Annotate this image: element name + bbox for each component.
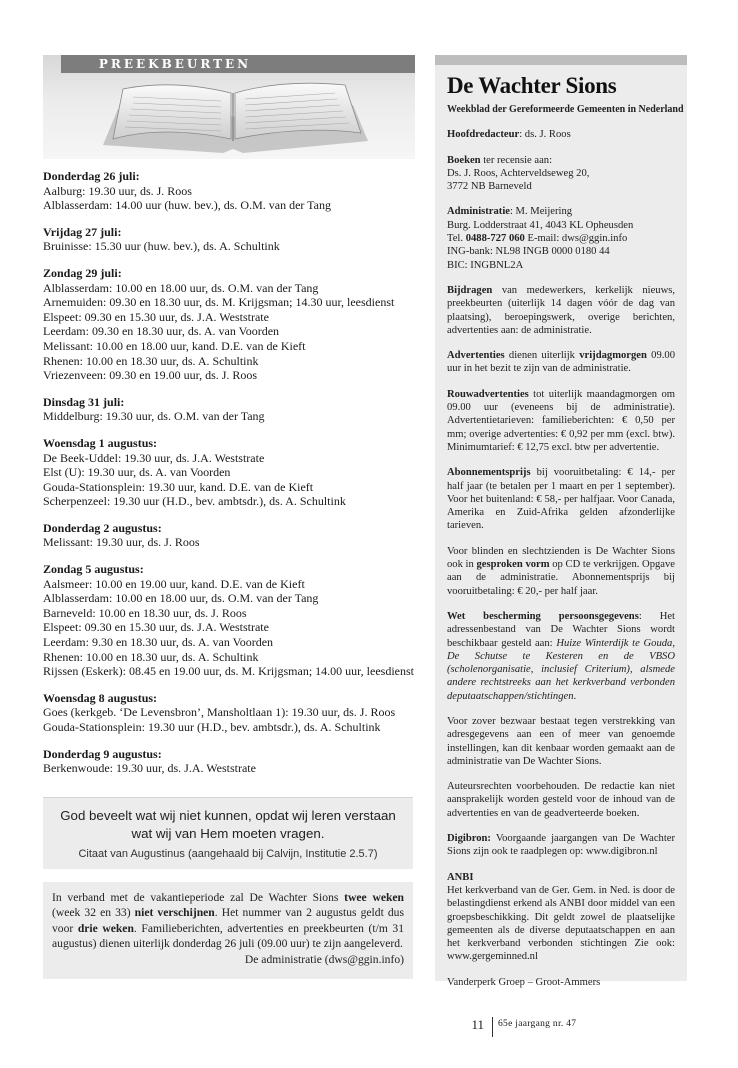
service-entry: Melissant: 19.30 uur, ds. J. Roos [43,535,200,550]
quote-source: Citaat van Augustinus (aangehaald bij Calvijn, Institutie 2.5.7) [78,848,378,860]
service-entry: Arnemuiden: 09.30 en 18.30 uur, ds. M. Krijgsman; 14.30 uur, leesdienst [43,295,395,310]
mourning-ads-info: Rouwadvertenties tot uiterlijk maandagmorgen om 09.00 uur (eveneens bij de administratie). Advertentietarieven: familieberichten: € 0,50 per mm; overige advertenties: € 0,92 per mm (excl. btw). Minimumtarief: € 12,75 excl. btw per advertentie. [447,388,675,453]
service-day [43,521,415,550]
administration-info: Administratie: M. Meijering Burg. Lodderstraat 41, 4043 KL Opheusden Tel. 0488-727 060 E-mail: dws@ggin.info ING-bank: NL98 INGB 0000 0180 44 BIC: INGBNL2A [447,206,634,271]
service-entry: Leerdam: 9.30 en 18.30 uur, ds. A. van Voorden [43,635,274,650]
service-list [43,169,415,776]
colophon-topbar [435,55,687,65]
service-entry: Rhenen: 10.00 en 18.30 uur, ds. A. Schultink [43,649,259,664]
service-entry: Goes (kerkgeb. ‘De Levensbron’, Mansholtlaan 1): 19.30 uur, ds. J. Roos [43,705,396,720]
service-entry: Vriezenveen: 09.30 en 19.00 uur, ds. J. Roos [43,368,258,383]
service-day-title: Donderdag 9 augustus: [43,746,162,761]
service-entry: Gouda-Stationsplein: 19.30 uur (H.D., bev. ambtsdr.), ds. A. Schultink [43,720,381,734]
issue-label: 65e jaargang nr. 47 [498,1019,577,1029]
privacy-info: Wet bescherming persoonsgegevens: Het adressenbestand van De Wachter Sions wordt beschikbaar gesteld aan: Huize Winterdijk te Gouda, De Schutse te Kesteren en de VBSO (scholenorganisatie, inclusief Criterium), alsmede andere rechtstreeks aan het kerkverband verbonden deputaatschappen/stichtingen. [447,610,676,702]
service-day [43,747,415,776]
service-entry: Berkenwoude: 19.30 uur, ds. J.A. Weststrate [43,761,256,776]
copyright-info: Auteursrechten voorbehouden. De redactie kan niet aansprakelijk worden gesteld voor de inhoud van de advertenties en van de geadverteerde boeken. [447,781,675,819]
service-entry: Aalsmeer: 10.00 en 19.00 uur, kand. D.E. van de Kieft [43,576,305,591]
service-entry: Rhenen: 10.00 en 18.30 uur, ds. A. Schultink [43,353,259,368]
service-entry: Alblasserdam: 10.00 en 18.00 uur, ds. O.M. van der Tang [43,591,319,606]
masthead-subtitle: Weekblad der Gereformeerde Gemeenten in Nederland [447,104,684,115]
service-day [43,436,415,509]
service-entry: Leerdam: 09.30 en 18.30 uur, ds. A. van Voorden [43,324,280,339]
service-entry: Scherpenzeel: 19.30 uur (H.D., bev. ambtsdr.), ds. A. Schultink [43,494,346,509]
service-day-title: Donderdag 2 augustus: [43,520,162,535]
service-day-title: Vrijdag 27 juli: [43,224,122,239]
quote-line: God beveelt wat wij niet kunnen, opdat wij leren verstaan [60,808,396,823]
footer-divider [492,1017,493,1037]
contributions-info: Bijdragen van medewerkers, kerkelijk nieuws, preekbeurten (uiterlijk 14 dagen vóór de dag van plaatsing), beroepingswerk, overige berichten, advertenties aan: de administratie. [447,284,675,336]
notice-signature: De administratie (dws@ggin.info) [244,953,404,967]
quote-text [43,798,413,843]
anbi-info: ANBI Het kerkverband van de Ger. Gem. in Ned. is door de belastingdienst erkend als ANBI door middel van een groepsbeschikking. Dit geldt zowel de plaatselijke gemeenten als de diverse deputaatschappen en aan het kerkverband verbonden stichtingen Zie ook: www.gergeminned.nl [447,871,675,963]
service-entry: Alblasserdam: 10.00 en 18.00 uur, ds. O.M. van der Tang [43,280,319,295]
service-day [43,395,415,424]
service-day [43,225,415,254]
service-entry: Elspeet: 09.30 en 15.30 uur, ds. J.A. Weststrate [43,620,269,635]
preekbeurten-column [43,55,415,788]
notice-text: In verband met de vakantieperiode zal De Wachter Sions twee weken (week 32 en 33) niet verschijnen. Het nummer van 2 augustus geldt dus voor drie weken. Familieberichten, advertenties en preekbeurten (t/m 31 augustus) dienen uiterlijk donderdag 26 juli (09.00 uur) te zijn aangeleverd. [52,891,405,950]
service-entry: Elspeet: 09.30 en 15.30 uur, ds. J.A. Weststrate [43,309,269,324]
books-info: Boeken ter recensie aan: Ds. J. Roos, Achterveldseweg 20, 3772 NB Barneveld [447,154,590,193]
digibron-info: Digibron: Voorgaande jaargangen van De Wachter Sions zijn ook te raadplegen op: www.digibron.nl [447,833,675,858]
subscription-info: Abonnementsprijs bij vooruitbetaling: € 14,- per half jaar (te betalen per 1 maart en per 1 september). Voor het buitenland: € 58,- per halfjaar. Voor Canada, Amerika en Zuid-Afrika gelden afzonderlijke tarieven. [447,467,675,532]
service-day [43,691,415,735]
objection-info: Voor zover bezwaar bestaat tegen verstrekking van adresgegevens aan een of meer van genoemde instellingen, kan dit kenbaar worden gemaakt aan de administratie van De Wachter Sions. [447,715,675,767]
editor-info: Hoofdredacteur: ds. J. Roos [447,129,571,141]
masthead-title: De Wachter Sions [447,73,617,98]
section-title: PREEKBEURTEN [98,57,252,71]
service-day-title: Woensdag 1 augustus: [43,435,158,450]
service-day-title: Zondag 29 juli: [43,265,122,280]
service-day-title: Dinsdag 31 juli: [43,394,125,409]
advertisements-info: Advertenties dienen uiterlijk vrijdagmorgen 09.00 uur in het bezit te zijn van de administratie. [447,350,675,375]
preekbeurten-banner [43,55,415,159]
service-entry: De Beek-Uddel: 19.30 uur, ds. J.A. Weststrate [43,450,265,465]
printer-info: Vanderperk Groep – Groot-Ammers [447,976,601,988]
service-entry: Alblasserdam: 14.00 uur (huw. bev.), ds. O.M. van der Tang [43,198,331,213]
service-day-title: Zondag 5 augustus: [43,562,144,577]
service-entry: Bruinisse: 15.30 uur (huw. bev.), ds. A. Schultink [43,239,280,254]
service-entry: Elst (U): 19.30 uur, ds. A. van Voorden [43,465,231,480]
service-day-title: Woensdag 8 augustus: [43,690,158,705]
colophon-column [435,55,687,988]
vacation-notice [43,882,413,979]
service-entry: Aalburg: 19.30 uur, ds. J. Roos [43,183,192,198]
page-number: 11 [471,1017,484,1032]
quote-line: wat wij van Hem moeten vragen. [131,826,325,841]
service-day-title: Donderdag 26 juli: [43,169,140,183]
service-day [43,562,415,679]
service-day [43,169,415,213]
service-entry: Melissant: 10.00 en 18.00 uur, kand. D.E. van de Kieft [43,338,306,353]
service-day [43,266,415,383]
service-entry: Middelburg: 19.30 uur, ds. O.M. van der Tang [43,409,265,424]
open-book-icon [83,75,383,159]
audio-edition-info: Voor blinden en slechtzienden is De Wachter Sions ook in gesproken vorm op CD te verkrijgen. Opgave aan de administratie. Abonnementsprijs bij vooruitbetaling: € 20,- per half jaar. [447,545,676,597]
quote-box [43,797,413,869]
service-entry: Barneveld: 10.00 en 18.30 uur, ds. J. Roos [43,605,247,620]
service-entry: Rijssen (Eskerk): 08.45 en 19.00 uur, ds. M. Krijgsman; 14.00 uur, leesdienst [43,664,414,679]
service-entry: Gouda-Stationsplein: 19.30 uur, kand. D.E. van de Kieft [43,479,314,494]
